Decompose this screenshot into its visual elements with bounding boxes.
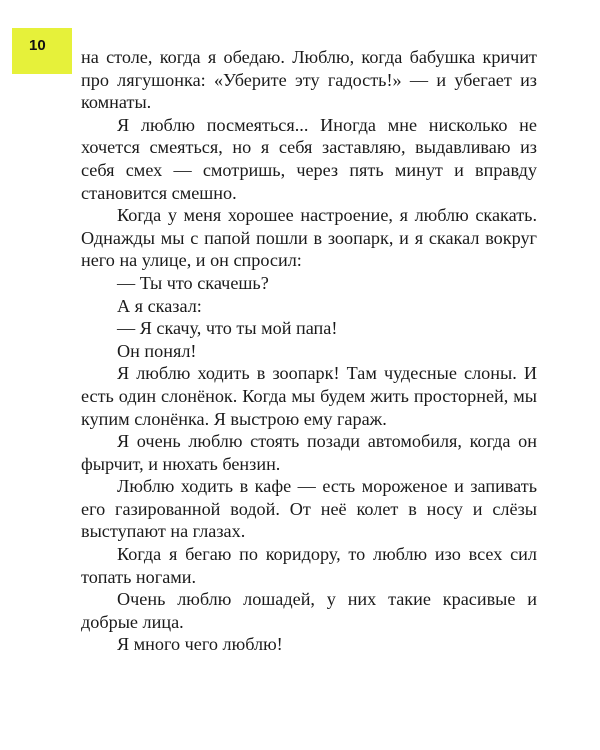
paragraph-5: Я очень люблю стоять позади автомобиля, когда он фырчит, и нюхать бензин. [81, 431, 537, 474]
paragraph-6: Люблю ходить в кафе — есть мороженое и запивать его газированной водой. От неё колет в носу и слёзы выступают на глазах. [81, 476, 537, 542]
paragraph-8: Очень люблю лошадей, у них такие красивые и добрые лица. [81, 589, 537, 632]
page-number: 10 [29, 37, 46, 54]
paragraph-7: Когда я бегаю по коридору, то люблю изо всех сил топать ногами. [81, 544, 537, 587]
dialogue-line-3: — Я скачу, что ты мой папа! [117, 318, 338, 339]
paragraph-1: на столе, когда я обедаю. Люблю, когда бабушка кричит про лягушонка: «Уберите эту гадость!» — и убегает из комнаты. [81, 47, 537, 113]
paragraph-4: Я люблю ходить в зоопарк! Там чудесные слоны. И есть один слонёнок. Когда мы будем жить просторней, мы купим слонёнка. Я выстрою ему гараж. [81, 363, 537, 429]
dialogue-line-2: А я сказал: [117, 295, 202, 316]
dialogue-line-4: Он понял! [117, 340, 197, 361]
paragraph-9: Я много чего люблю! [117, 634, 283, 655]
paragraph-2: Я люблю посмеяться... Иногда мне нисколько не хочется смеяться, но я себя заставляю, выдавливаю из себя смех — смотришь, через пять минут и вправду становится смешно. [81, 114, 537, 203]
page-number-badge [12, 28, 72, 74]
dialogue-line-1: — Ты что скачешь? [117, 272, 269, 293]
paragraph-3: Когда у меня хорошее настроение, я люблю скакать. Однажды мы с папой пошли в зоопарк, и я скакал вокруг него на улице, и он спросил: [81, 205, 537, 271]
story-text [81, 46, 537, 656]
